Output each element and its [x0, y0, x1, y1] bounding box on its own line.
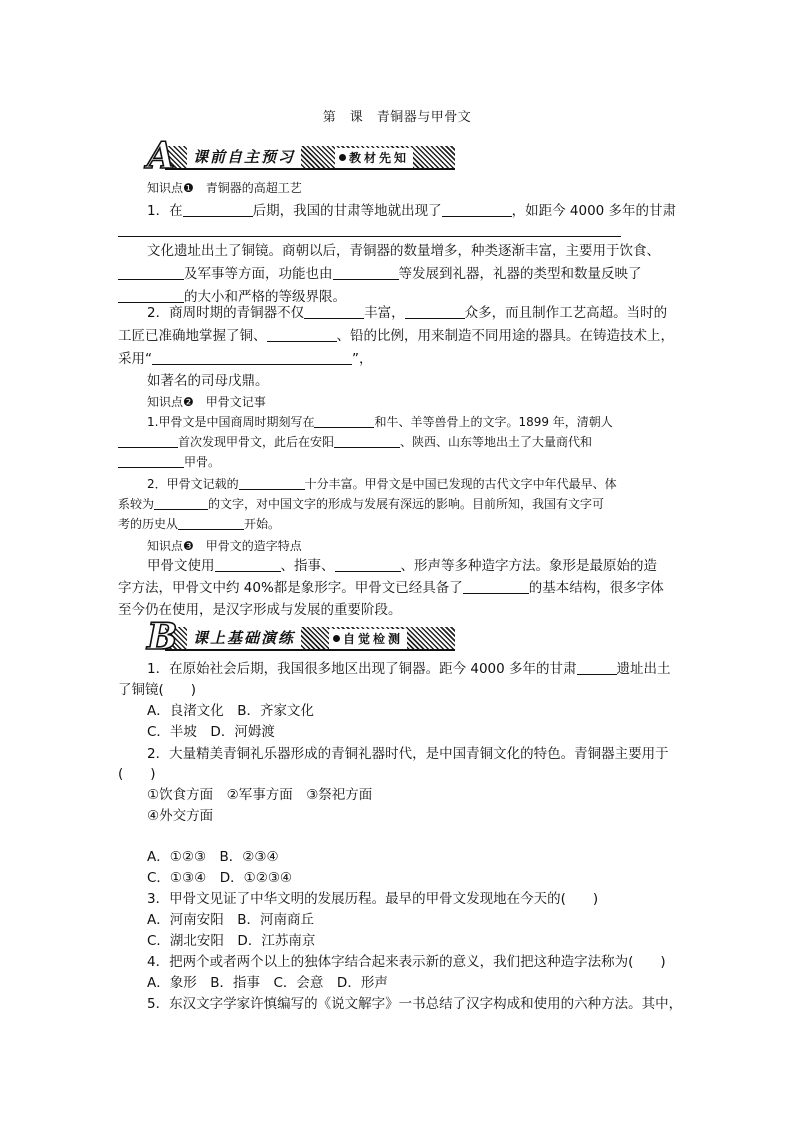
underline-rule — [118, 222, 621, 237]
blank-line — [335, 557, 401, 572]
text-line: 的大小和严格的等级界限。 — [118, 287, 346, 307]
option-line: A．良渚文化 B．齐家文化 — [147, 703, 314, 719]
statement-line: ④外交方面 — [147, 808, 214, 824]
blank-line — [118, 453, 184, 468]
bullet-dot-icon — [339, 154, 346, 161]
question-2-cont: ( ) — [118, 766, 156, 782]
text-line: 如著名的司母戊鼎。 — [147, 373, 269, 389]
text-line: 字方法，甲骨文中约 40%都是象形字。甲骨文已经具备了 的基本结构，很多字体 — [118, 580, 664, 596]
knowledge-point-heading: 知识点❸ 甲骨文的造字特点 — [147, 539, 302, 553]
option-line: A．河南安阳 B．河南商丘 — [147, 912, 314, 928]
section-title: 课前自主预习 — [187, 146, 301, 168]
blank-line — [314, 413, 374, 428]
blank-line — [334, 433, 400, 448]
bullet-dot-icon — [333, 635, 340, 642]
question-1: 1．在原始社会后期，我国很多地区出现了铜器。距今 4000 多年的甘肃 遗址出土 — [147, 661, 671, 677]
text-line: 采用“ ”， — [118, 351, 373, 367]
option-line: C．半坡 D．河姆渡 — [147, 724, 275, 740]
blank-line — [215, 557, 281, 572]
blank-line — [333, 265, 399, 280]
question-1-cont: 了铜镜( ) — [118, 682, 197, 698]
section-title: 课上基础演练 — [187, 627, 301, 649]
blank-line — [304, 304, 364, 319]
text-line: 工匠已准确地掌握了铜、 、铅的比例，用来制造不同用途的器具。在铸造技术上， — [118, 328, 674, 344]
statement-line: ①饮食方面 ②军事方面 ③祭祀方面 — [147, 787, 373, 803]
text-line: 及军事等方面，功能也由 等发展到礼器，礼器的类型和数量反映了 — [118, 264, 642, 284]
text-line: 1．在 后期，我国的甘肃等地就出现了 ，如距今 4000 多年的甘肃 — [147, 203, 677, 219]
section-a-header — [147, 135, 457, 177]
section-subtitle: 自觉检测 — [329, 629, 407, 649]
blank-line — [154, 495, 208, 510]
section-b-header — [147, 616, 457, 658]
knowledge-point-heading: 知识点❷ 甲骨文记事 — [147, 395, 266, 409]
blank-line — [267, 327, 337, 342]
blank-line — [183, 202, 253, 217]
blank-line — [118, 433, 178, 448]
blank-line — [178, 515, 244, 530]
option-line: A．①②③ B．②③④ — [147, 849, 279, 865]
option-line: C．①③④ D．①②③④ — [147, 870, 293, 886]
blank-line — [118, 288, 184, 303]
number-badge: ❸ — [183, 539, 194, 553]
option-line: A．象形 B．指事 C．会意 D．形声 — [147, 975, 388, 991]
question-2: 2．大量精美青铜礼乐器形成的青铜礼器时代，是中国青铜文化的特色。青铜器主要用于 — [147, 746, 669, 762]
blank-line — [463, 579, 529, 594]
text-line: 系较为 的文字，对中国文字的形成与发展有深远的影响。目前所知，我国有文字可 — [118, 497, 605, 511]
text-line: 考的历史从 开始。 — [118, 517, 281, 531]
knowledge-point-heading: 知识点❶ 青铜器的高超工艺 — [147, 181, 302, 195]
section-letter: B — [147, 616, 178, 658]
blank-line — [405, 304, 465, 319]
text-line: 甲骨文使用 、指事、 、形声等多种造字方法。象形是最原始的造 — [147, 558, 657, 574]
text-line: 1.甲骨文是中国商周时期刻写在 和牛、羊等兽骨上的文字。1899 年，清朝人 — [147, 415, 613, 429]
number-badge: ❶ — [183, 181, 194, 195]
blank-line — [239, 475, 305, 490]
blank-line — [577, 660, 617, 675]
blank-line — [442, 202, 512, 217]
text-line: 文化遗址出土了铜镜。商朝以后，青铜器的数量增多，种类逐渐丰富，主要用于饮食、 — [147, 243, 660, 259]
option-line: C．湖北安阳 D．江苏南京 — [147, 933, 316, 949]
section-subtitle: 教材先知 — [335, 148, 413, 168]
question-3: 3．甲骨文见证了中华文明的发展历程。最早的甲骨文发现地在今天的( ) — [147, 891, 599, 907]
text-line: 甲骨。 — [118, 452, 220, 472]
section-letter: A — [147, 135, 175, 177]
question-4: 4．把两个或者两个以上的独体字结合起来表示新的意义，我们把这种造字法称为( ) — [147, 954, 666, 970]
page-title: 第 课 青铜器与甲骨文 — [322, 110, 472, 125]
text-line: 首次发现甲骨文，此后在安阳 、陕西、山东等地出土了大量商代和 — [118, 432, 592, 452]
number-badge: ❷ — [183, 395, 194, 409]
text-line: 至今仍在使用，是汉字形成与发展的重要阶段。 — [118, 602, 402, 618]
text-line: 2．商周时期的青铜器不仅 丰富， 众多，而且制作工艺高超。当时的 — [147, 305, 668, 321]
question-5: 5．东汉文字学家许慎编写的《说文解字》一书总结了汉字构成和使用的六种方法。其中， — [147, 996, 683, 1012]
text-line: 2．甲骨文记载的 十分丰富。甲骨文是中国已发现的古代文字中年代最早、体 — [147, 477, 617, 491]
blank-line — [152, 350, 352, 365]
blank-line — [118, 265, 184, 280]
